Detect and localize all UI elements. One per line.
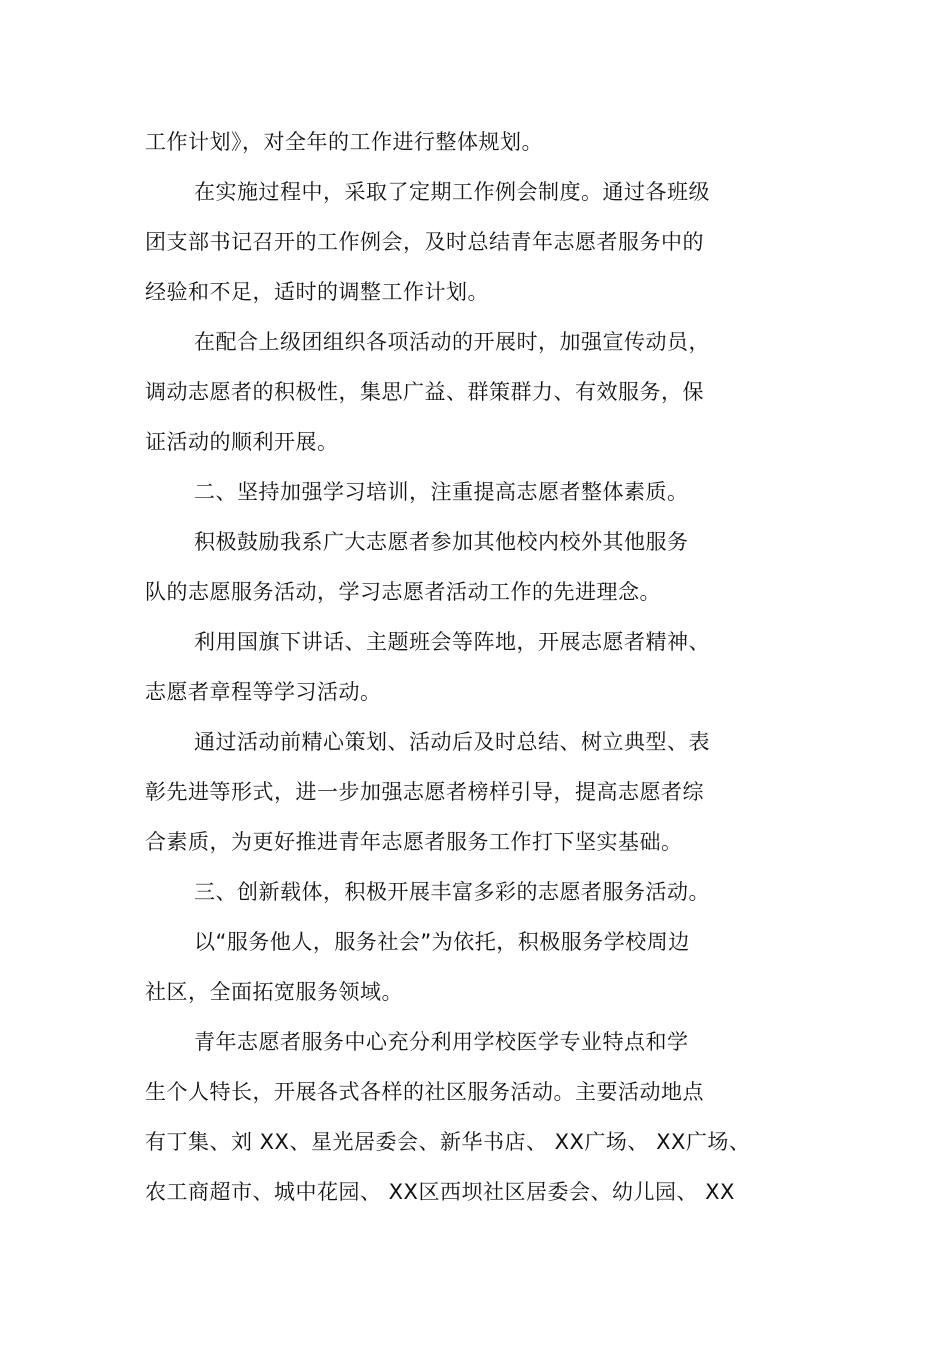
text-line-22: 农工商超市、城中花园、 XX区西坝社区居委会、幼儿园、 XX — [145, 1180, 735, 1204]
text-line-10: 队的志愿服务活动，学习志愿者活动工作的先进理念。 — [145, 580, 661, 604]
text-line-12: 志愿者章程等学习活动。 — [145, 680, 382, 704]
text-line-3: 团支部书记召开的工作例会，及时总结青年志愿者服务中的 — [145, 230, 704, 254]
text-line-2: 在实施过程中，采取了定期工作例会制度。通过各班级 — [194, 180, 710, 204]
text-line-21: 有丁集、刘 XX、星光居委会、新华书店、 XX广场、 XX广场、 — [145, 1130, 751, 1154]
text-line-13: 通过活动前精心策划、活动后及时总结、树立典型、表 — [194, 730, 710, 754]
text-line-4: 经验和不足，适时的调整工作计划。 — [145, 280, 489, 304]
text-line-9: 积极鼓励我系广大志愿者参加其他校内校外其他服务 — [194, 530, 689, 554]
text-line-11: 利用国旗下讲话、主题班会等阵地，开展志愿者精神、 — [194, 630, 710, 654]
text-line-14: 彰先进等形式，进一步加强志愿者榜样引导，提高志愿者综 — [145, 780, 704, 804]
text-line-17: 以“服务他人，服务社会”为依托，积极服务学校周边 — [194, 930, 690, 954]
section-heading-2: 二、坚持加强学习培训，注重提高志愿者整体素质。 — [194, 480, 689, 504]
text-line-1: 工作计划》，对全年的工作进行整体规划。 — [145, 130, 543, 154]
text-line-18: 社区，全面拓宽服务领域。 — [145, 980, 403, 1004]
text-line-7: 证活动的顺利开展。 — [145, 430, 339, 454]
text-line-19: 青年志愿者服务中心充分利用学校医学专业特点和学 — [194, 1030, 689, 1054]
text-line-15: 合素质，为更好推进青年志愿者服务工作打下坚实基础。 — [145, 830, 683, 854]
text-line-20: 生个人特长，开展各式各样的社区服务活动。主要活动地点 — [145, 1080, 704, 1104]
text-line-6: 调动志愿者的积极性，集思广益、群策群力、有效服务，保 — [145, 380, 704, 404]
text-line-5: 在配合上级团组织各项活动的开展时，加强宣传动员， — [194, 330, 710, 354]
section-heading-3: 三、创新载体，积极开展丰富多彩的志愿者服务活动。 — [194, 880, 710, 904]
